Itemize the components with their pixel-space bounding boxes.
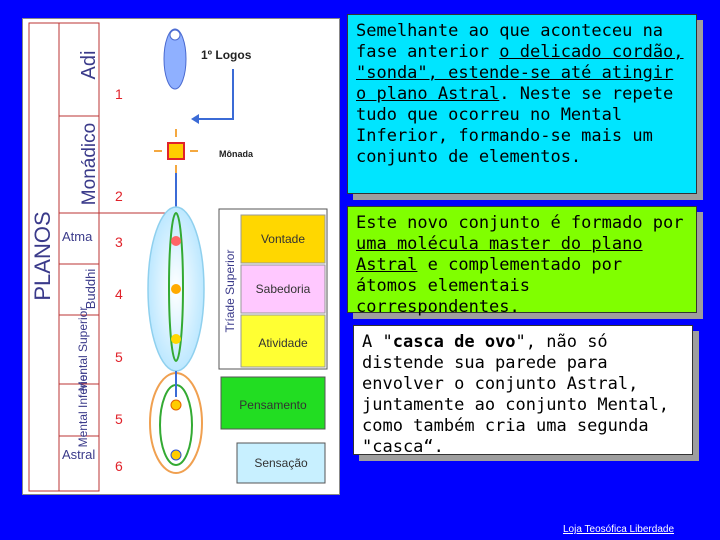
buddhi-atom-icon xyxy=(171,284,181,294)
atma-atom-icon xyxy=(171,236,181,246)
plane-number: 5 xyxy=(115,349,123,365)
mental-atom-icon xyxy=(171,400,181,410)
box1-underlined-text: o delicado cordão, "sonda", estende-se até atingir o plano Astral xyxy=(356,42,684,104)
text-box-3 xyxy=(353,325,693,455)
astral-label: Astral xyxy=(62,447,96,462)
text-box-1 xyxy=(347,14,697,194)
footer-link[interactable]: Loja Teosófica Liberdade xyxy=(563,524,675,535)
box2-text: Este novo conjunto é formado por xyxy=(356,213,684,233)
plane-number: 6 xyxy=(115,458,123,474)
box2-text-end: e complementado por átomos elementais correspondentes. xyxy=(356,255,623,317)
sabedoria-label: Sabedoria xyxy=(255,282,311,296)
logos-head-icon xyxy=(170,30,180,40)
box3-bold-text: casca de ovo xyxy=(392,332,516,352)
monada-label: Mônada xyxy=(219,149,254,159)
planes-diagram xyxy=(22,18,340,495)
text-box-2 xyxy=(347,206,697,317)
mental-inferior-label: Mental Inferior xyxy=(76,370,90,448)
box3-text-end: ", não só distende sua parede para envolver o conjunto Astral, juntamente ao conjunto Mental, como também cria uma segunda "casca“. xyxy=(362,332,670,457)
buddhi-label: Buddhi xyxy=(83,268,98,310)
sensacao-label: Sensação xyxy=(254,456,308,470)
arrow-head-icon xyxy=(191,114,199,124)
triade-label: Tríade Superior xyxy=(223,249,237,333)
planos-label: PLANOS xyxy=(30,211,55,301)
box1-text: Semelhante ao que aconteceu na fase anterior xyxy=(356,21,664,62)
logos-label: 1º Logos xyxy=(201,48,252,62)
box2-underlined-text: uma molécula master do plano Astral xyxy=(356,234,643,275)
monadico-label: Monádico xyxy=(79,122,100,206)
atma-label: Atma xyxy=(62,229,93,244)
box3-text: A " xyxy=(362,332,393,352)
descent-arrow xyxy=(193,69,233,119)
manas-atom-icon xyxy=(171,334,181,344)
atividade-label: Atividade xyxy=(258,336,308,350)
monada-icon xyxy=(168,143,184,159)
plane-number: 2 xyxy=(115,188,123,204)
pensamento-label: Pensamento xyxy=(239,398,307,412)
plane-number: 1 xyxy=(115,86,123,102)
vontade-label: Vontade xyxy=(260,232,306,246)
astral-atom-icon xyxy=(171,450,181,460)
mental-superior-label: Mental Superior xyxy=(76,306,90,392)
plane-number: 4 xyxy=(115,286,123,302)
plane-number: 3 xyxy=(115,234,123,250)
plane-number: 5 xyxy=(115,411,123,427)
box1-text-end: . Neste se repete tudo que ocorreu no Mental Inferior, formando-se mais um conjunto de elementos. xyxy=(356,84,674,167)
adi-label: Adi xyxy=(78,50,100,80)
planes-diagram-svg xyxy=(23,19,340,495)
